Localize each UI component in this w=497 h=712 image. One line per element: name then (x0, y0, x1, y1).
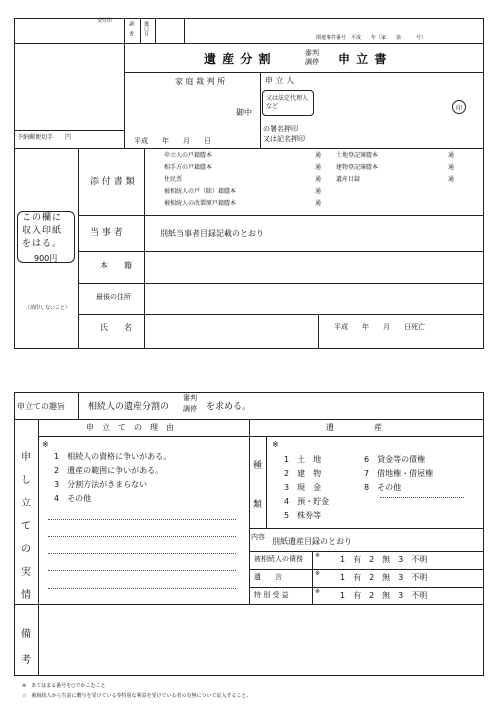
divider (14, 148, 484, 149)
divider (184, 18, 185, 43)
attachment-unit: 通 (315, 176, 322, 183)
divider (14, 43, 124, 44)
revenue-stamp-line-2: 収入印紙 (22, 226, 63, 236)
remarks-label: 備 考 (21, 629, 41, 666)
onchu-label: 御中 (236, 108, 252, 117)
title-chotei: 調停 (305, 58, 319, 66)
divider (14, 604, 484, 605)
estate-item: 6 貸金等の債権 (364, 455, 426, 464)
applicant-label: 申 立 人 (265, 76, 295, 85)
proxy-label: 又は法定代理人など (266, 95, 309, 111)
box-label-1: 調 書 (128, 21, 134, 36)
title-shinpan: 審判 (305, 49, 319, 57)
last-address-label: 最後の住所 (96, 293, 131, 301)
attachment-unit: 通 (315, 152, 322, 159)
no-cancel-note: （消印しないこと） (25, 305, 71, 311)
estate-item: 2 建 物 (284, 469, 322, 478)
honseki-label: 本 籍 (100, 261, 132, 270)
write-line (48, 553, 236, 554)
reason-item: 2 遺産の範囲に争いがある。 (54, 466, 164, 475)
divider (144, 148, 145, 349)
deceased-name-label: 氏 名 (100, 323, 132, 332)
attachments-label: 添 付 書 類 (90, 177, 135, 187)
attachment-unit: 通 (315, 200, 322, 207)
family-court-label: 家 庭 裁 判 所 (175, 77, 226, 86)
divider (124, 72, 484, 73)
question-label: 特 別 受 益 (254, 591, 289, 599)
question-options: 1 有 2 無 3 不明 (340, 591, 428, 600)
write-line (48, 536, 236, 537)
attachment-unit: 通 (315, 188, 322, 195)
divider (14, 130, 124, 131)
filing-date: 平成 年 月 日 (134, 137, 211, 145)
divider (124, 18, 125, 148)
attachment-unit: 通 (448, 176, 455, 183)
top-form-border (14, 18, 484, 349)
purpose-text-after: を求める。 (206, 402, 252, 412)
form-title-tail: 申 立 書 (338, 52, 388, 66)
revenue-stamp-fee: 900円 (34, 254, 58, 263)
estate-item: 1 土 地 (284, 455, 322, 464)
box-label-2: 遺口日 (143, 21, 149, 36)
reason-item: 1 相続人の資格に争いがある。 (54, 452, 172, 461)
footnote-1: ※ あてはまる番号を○でかこむこと (22, 683, 106, 689)
postage-stamp-label: 予納郵便切手 円 (17, 134, 72, 141)
attachment-item: 被相続人の改製原戸籍謄本 (164, 200, 237, 207)
death-date: 平成 年 月 日死亡 (334, 323, 425, 331)
question-options: 1 有 2 無 3 不明 (340, 555, 428, 564)
divider (78, 148, 79, 349)
footnote-2: ☆ 被相続人から生前に贈与を受けている等特別な利益を受けている者の有無について記入すること。 (22, 693, 252, 699)
form-title: 遺 産 分 割 (204, 52, 272, 66)
attachment-unit: 通 (448, 152, 455, 159)
divider (312, 551, 313, 604)
estate-item: 5 株券等 (284, 511, 322, 520)
seal-label-1: の署名押印 (263, 125, 298, 133)
purpose-shinpan: 審判 (183, 394, 197, 402)
divider (38, 436, 484, 437)
estate-header: 遺 産 (326, 423, 382, 432)
estate-kind-bottom: 類 (253, 500, 263, 510)
purpose-text-before: 相続人の遺産分割の (88, 402, 170, 412)
reasons-mark: ※ (42, 440, 49, 449)
related-case-number: 関連事件番号 平成 年（家 第 号） (316, 35, 427, 41)
attachment-item: 被相続人の戸（除）籍謄本 (164, 188, 237, 195)
seal-mark (452, 100, 466, 114)
attachment-unit: 通 (448, 164, 455, 171)
write-line (48, 570, 236, 571)
divider (249, 569, 484, 570)
estate-mark: ※ (272, 440, 279, 449)
divider (78, 283, 484, 284)
divider (249, 551, 484, 552)
parties-label: 当 事 者 (90, 228, 123, 238)
question-label: 被相続人の債務 (254, 555, 303, 563)
divider (78, 392, 79, 419)
estate-item: 3 現 金 (284, 483, 322, 492)
estate-item: 7 借地権・借屋権 (364, 469, 434, 478)
estate-content-value: 別紙遺産目録のとおり (272, 537, 352, 546)
question-mark: ※ (315, 570, 321, 577)
divider (124, 43, 484, 44)
write-line (380, 497, 464, 498)
divider (266, 436, 267, 528)
divider (78, 215, 484, 216)
divider (78, 314, 484, 315)
attachment-item: 土地登記簿謄本 (336, 152, 379, 159)
estate-item: 8 その他 (364, 483, 402, 492)
divider (249, 419, 250, 604)
divider (249, 587, 484, 588)
divider (249, 528, 484, 529)
write-line (48, 588, 236, 589)
seal-label-2: 又は記名押印 (263, 135, 305, 143)
question-options: 1 有 2 無 3 不明 (340, 573, 428, 582)
divider (155, 18, 156, 43)
attachment-item: 相手方の戸籍謄本 (164, 164, 213, 171)
purpose-label: 申立ての趣旨 (17, 402, 65, 411)
reasons-header: 申 立 て の 理 由 (86, 423, 174, 432)
situation-side-label: 申し立ての実情 (21, 452, 31, 601)
reason-item: 4 その他 (54, 494, 92, 503)
estate-kind-top: 種 (253, 461, 263, 471)
question-label: 遺 言 (254, 573, 282, 581)
write-line (48, 519, 236, 520)
parties-value: 別紙当事者目録記載のとおり (160, 229, 264, 238)
estate-content-label: 内容 (251, 533, 265, 541)
attachment-unit: 通 (315, 164, 322, 171)
revenue-stamp-line-1: この欄に (22, 213, 63, 223)
question-mark: ※ (315, 552, 321, 559)
divider (140, 18, 141, 43)
receipt-stamp-label: 受付印 (97, 18, 113, 24)
divider (260, 72, 261, 148)
divider (78, 251, 484, 252)
revenue-stamp-line-3: をはる。 (22, 239, 63, 249)
purpose-chotei: 調停 (183, 405, 197, 413)
attachment-item: 申立人の戸籍謄本 (164, 152, 213, 159)
attachment-item: 建物登記簿謄本 (336, 164, 379, 171)
attachment-item: 遺産目録 (336, 176, 361, 183)
attachment-item: 住民票 (164, 176, 183, 183)
estate-item: 4 預・貯金 (284, 497, 330, 506)
question-mark: ※ (315, 588, 321, 595)
seal-mark-text: 印 (455, 104, 462, 112)
divider (318, 314, 319, 349)
reason-item: 3 分割方法がきまらない (54, 480, 148, 489)
